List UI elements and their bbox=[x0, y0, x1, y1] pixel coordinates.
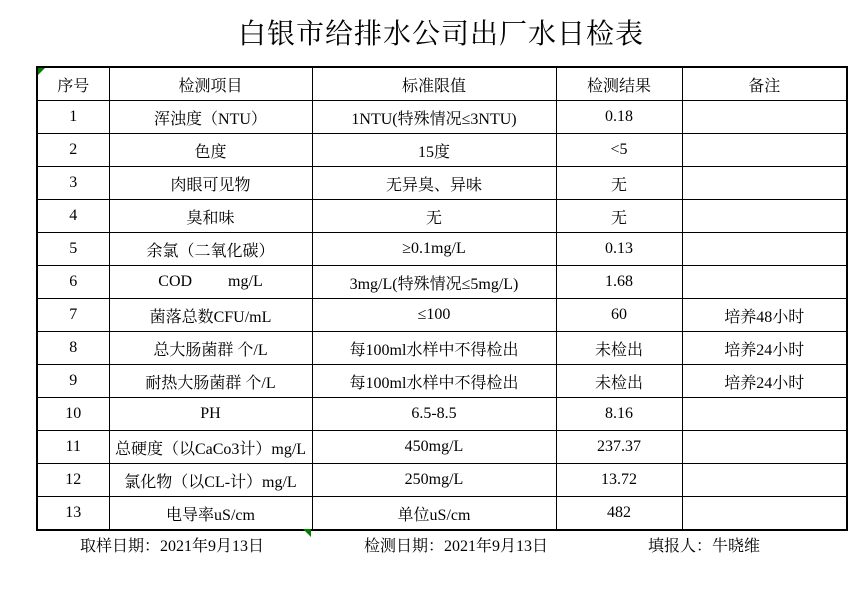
cell-item: PH bbox=[109, 398, 312, 431]
cell-result: 482 bbox=[556, 497, 682, 531]
cell-standard: 每100ml水样中不得检出 bbox=[312, 365, 556, 398]
cell-result: 0.18 bbox=[556, 101, 682, 134]
table-row bbox=[37, 464, 847, 497]
header-standard: 标准限值 bbox=[312, 67, 556, 101]
test-date-label: 检测日期： bbox=[363, 538, 444, 555]
cell-remark bbox=[682, 167, 847, 200]
cell-remark bbox=[682, 134, 847, 167]
table-row bbox=[37, 200, 847, 233]
cell-item: 耐热大肠菌群 个/L bbox=[109, 365, 312, 398]
table-row bbox=[37, 497, 847, 531]
cell-no: 3 bbox=[37, 167, 109, 200]
cell-result: 0.13 bbox=[556, 233, 682, 266]
cell-no: 4 bbox=[37, 200, 109, 233]
cell-no: 2 bbox=[37, 134, 109, 167]
cell-no: 6 bbox=[37, 266, 109, 299]
cell-remark bbox=[682, 200, 847, 233]
table-row bbox=[37, 101, 847, 134]
table-row bbox=[37, 365, 847, 398]
table-row bbox=[37, 431, 847, 464]
cell-remark: 培养48小时 bbox=[682, 299, 847, 332]
cell-result: 1.68 bbox=[556, 266, 682, 299]
cell-item: 总大肠菌群 个/L bbox=[109, 332, 312, 365]
cell-result: 13.72 bbox=[556, 464, 682, 497]
cell-result: 未检出 bbox=[556, 365, 682, 398]
footer bbox=[36, 533, 846, 556]
cell-remark bbox=[682, 497, 847, 531]
table-row bbox=[37, 233, 847, 266]
header-remark: 备注 bbox=[682, 67, 847, 101]
table-row bbox=[37, 167, 847, 200]
reporter-label: 填报人： bbox=[647, 538, 712, 555]
sampling-date-value: 2021年9月13日 bbox=[160, 538, 265, 555]
cell-standard: 无异臭、异味 bbox=[312, 167, 556, 200]
cell-remark: 培养24小时 bbox=[682, 332, 847, 365]
test-date bbox=[364, 533, 548, 556]
cell-standard: 3mg/L(特殊情况≤5mg/L) bbox=[312, 266, 556, 299]
table-body bbox=[37, 101, 847, 531]
cell-standard: 450mg/L bbox=[312, 431, 556, 464]
cell-item: 电导率uS/cm bbox=[109, 497, 312, 531]
cell-item: 浑浊度（NTU） bbox=[109, 101, 312, 134]
table-row bbox=[37, 299, 847, 332]
cell-item: 菌落总数CFU/mL bbox=[109, 299, 312, 332]
page-title: 白银市给排水公司出厂水日检表 bbox=[237, 19, 644, 50]
header-item: 检测项目 bbox=[109, 67, 312, 101]
cell-no: 7 bbox=[37, 299, 109, 332]
cell-remark bbox=[682, 431, 847, 464]
cell-standard: 无 bbox=[312, 200, 556, 233]
table-row bbox=[37, 134, 847, 167]
cell-standard: 15度 bbox=[312, 134, 556, 167]
cell-result: 237.37 bbox=[556, 431, 682, 464]
table-row bbox=[37, 266, 847, 299]
cell-no: 11 bbox=[37, 431, 109, 464]
cell-standard: 6.5-8.5 bbox=[312, 398, 556, 431]
cell-remark bbox=[682, 101, 847, 134]
cell-item: COD mg/L bbox=[109, 266, 312, 299]
cell-item: 臭和味 bbox=[109, 200, 312, 233]
cell-no: 13 bbox=[37, 497, 109, 531]
cell-item: 色度 bbox=[109, 134, 312, 167]
header-result: 检测结果 bbox=[556, 67, 682, 101]
cell-result: 60 bbox=[556, 299, 682, 332]
cell-item: 总硬度（以CaCo3计）mg/L bbox=[109, 431, 312, 464]
test-date-value: 2021年9月13日 bbox=[444, 538, 549, 555]
cell-result: <5 bbox=[556, 134, 682, 167]
cell-no: 12 bbox=[37, 464, 109, 497]
cell-remark bbox=[682, 464, 847, 497]
cell-standard: 250mg/L bbox=[312, 464, 556, 497]
cell-no: 1 bbox=[37, 101, 109, 134]
cell-item: 肉眼可见物 bbox=[109, 167, 312, 200]
cell-result: 8.16 bbox=[556, 398, 682, 431]
cell-item: 氯化物（以CL-计）mg/L bbox=[109, 464, 312, 497]
cell-result: 未检出 bbox=[556, 332, 682, 365]
cell-remark bbox=[682, 233, 847, 266]
table-header-row bbox=[37, 67, 847, 101]
table-row bbox=[37, 398, 847, 431]
cell-standard: 1NTU(特殊情况≤3NTU) bbox=[312, 101, 556, 134]
cell-remark bbox=[682, 266, 847, 299]
cell-item: 余氯（二氧化碳） bbox=[109, 233, 312, 266]
daily-check-table bbox=[36, 66, 848, 531]
cell-standard: 单位uS/cm bbox=[312, 497, 556, 531]
cell-standard: ≥0.1mg/L bbox=[312, 233, 556, 266]
reporter-value: 牛晓维 bbox=[711, 538, 760, 555]
cell-standard: ≤100 bbox=[312, 299, 556, 332]
cell-standard: 每100ml水样中不得检出 bbox=[312, 332, 556, 365]
sampling-date-label: 取样日期： bbox=[80, 538, 161, 555]
cell-remark bbox=[682, 398, 847, 431]
table-row bbox=[37, 332, 847, 365]
cell-no: 8 bbox=[37, 332, 109, 365]
cell-no: 5 bbox=[37, 233, 109, 266]
sampling-date bbox=[80, 533, 264, 556]
cell-remark: 培养24小时 bbox=[682, 365, 847, 398]
cell-no: 9 bbox=[37, 365, 109, 398]
header-no: 序号 bbox=[37, 67, 109, 101]
cell-result: 无 bbox=[556, 167, 682, 200]
cell-result: 无 bbox=[556, 200, 682, 233]
cell-no: 10 bbox=[37, 398, 109, 431]
reporter bbox=[648, 533, 760, 556]
